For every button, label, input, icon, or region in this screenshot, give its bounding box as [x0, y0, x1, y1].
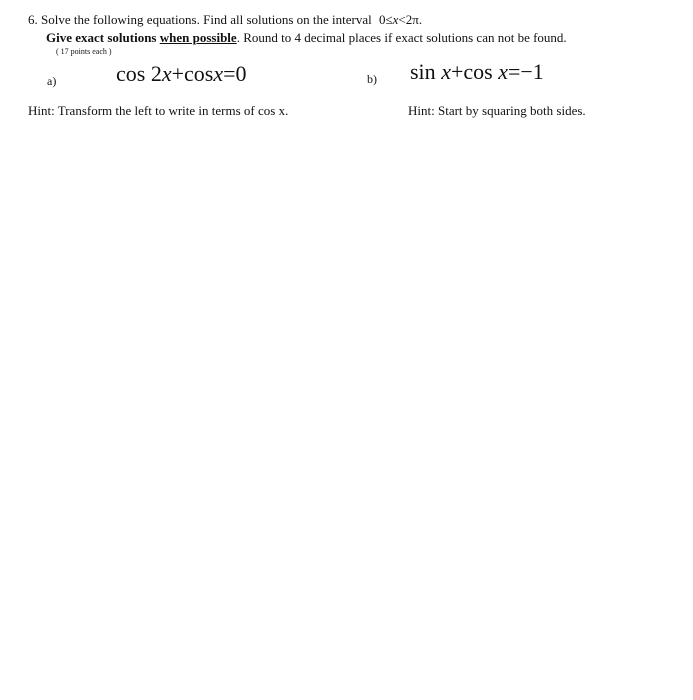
eq-a-fn2: cos — [184, 61, 214, 86]
question-number: 6. — [28, 12, 38, 27]
instructions-bold: Give exact solutions — [46, 30, 160, 45]
eq-a-rhs: 0 — [235, 61, 247, 86]
eq-a-var2: x — [213, 61, 224, 86]
eq-b-var1: x — [441, 59, 451, 84]
interval — [379, 12, 422, 27]
interval-upper: 2π. — [405, 12, 423, 27]
instructions-underlined: when possible — [159, 30, 237, 45]
interval-rel2: < — [398, 12, 406, 27]
question-text: Solve the following equations. Find all solutions on the interval — [41, 12, 372, 27]
eq-a-var1: x — [161, 61, 172, 86]
eq-b-fn2: cos — [463, 59, 493, 84]
part-b-equation — [410, 59, 544, 85]
eq-b-var2: x — [498, 59, 508, 84]
interval-var: x — [392, 12, 399, 27]
eq-a-fn1: cos — [116, 61, 146, 86]
part-a-label: a) — [47, 74, 57, 88]
eq-a-op: + — [171, 61, 185, 86]
question-prompt — [28, 12, 422, 28]
eq-b-fn1: sin — [410, 59, 436, 84]
eq-b-op: + — [450, 59, 464, 84]
eq-a-coef: 2 — [150, 61, 162, 86]
eq-b-rhs: −1 — [520, 59, 544, 84]
eq-b-eq: = — [507, 59, 521, 84]
part-b-label: b) — [367, 72, 377, 86]
instructions-rest: . Round to 4 decimal places if exact solutions can not be found. — [236, 30, 567, 45]
part-a-equation — [116, 61, 247, 87]
points-note: ( 17 points each ) — [56, 47, 112, 56]
interval-lower: 0 — [379, 12, 386, 27]
interval-rel1: ≤ — [385, 12, 393, 27]
instructions — [46, 30, 567, 46]
part-b-hint: Hint: Start by squaring both sides. — [408, 103, 586, 118]
part-a-hint: Hint: Transform the left to write in terms of cos x. — [28, 103, 289, 118]
eq-a-eq: = — [223, 61, 236, 86]
